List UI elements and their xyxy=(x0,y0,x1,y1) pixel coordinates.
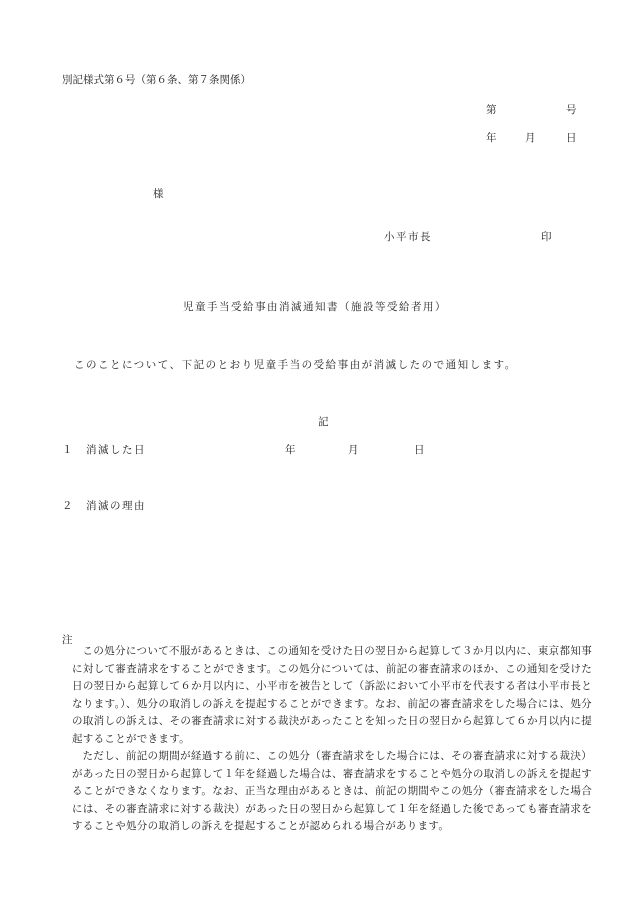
date-month: 月 xyxy=(525,132,536,144)
addressee-honorific: 様 xyxy=(153,188,164,200)
notes-body xyxy=(72,643,592,836)
ki-heading: 記 xyxy=(318,416,329,428)
document-title: 児童手当受給事由消滅通知書（施設等受給者用） xyxy=(183,301,447,313)
item1-month: 月 xyxy=(348,444,359,456)
issue-number-dai: 第 xyxy=(486,104,497,116)
date-day: 日 xyxy=(566,132,577,144)
item1-day: 日 xyxy=(414,444,425,456)
form-number: 別記様式第６号（第６条、第７条関係） xyxy=(62,74,251,86)
date-year: 年 xyxy=(486,132,497,144)
item1-number: １ xyxy=(62,444,73,456)
intro-text: このことについて、下記のとおり児童手当の受給事由が消滅したので通知します。 xyxy=(74,359,517,371)
notes-heading: 注 xyxy=(62,634,73,646)
issue-number-go: 号 xyxy=(566,104,577,116)
notes-paragraph-2: ただし、前記の期間が経過する前に、この処分（審査請求をした場合には、その審査請求に対する裁決）があった日の翌日から起算して１年を経過した場合は、審査請求をすることや処分の取消しの訴えを提起することができなくなります。なお、正当な理由があるときは、前記の期間やこの処分（審査請求をした場合には、その審査請求に対する裁決）があった日の翌日から起算して１年を経過した後であっても審査請求をすることや処分の取消しの訴えを提起することが認められる場合があります。 xyxy=(72,750,592,832)
item1-year: 年 xyxy=(285,444,296,456)
notes-paragraph-1: この処分について不服があるときは、この通知を受けた日の翌日から起算して３か月以内に、東京都知事に対して審査請求をすることができます。この処分については、前記の審査請求のほか、この通知を受けた日の翌日から起算して６か月以内に、小平市を被告として（訴訟において小平市を代表する者は小平市長となります。）、処分の取消しの訴えを提起することができます。なお、前記の審査請求をした場合には、処分の取消しの訴えは、その審査請求に対する裁決があったことを知った日の翌日から起算して６か月以内に提起することができます。 xyxy=(72,645,592,745)
item2-label: 消滅の理由 xyxy=(86,500,146,512)
item2-number: ２ xyxy=(62,500,73,512)
issuer-name: 小平市長 xyxy=(384,231,432,243)
item1-label: 消滅した日 xyxy=(86,444,146,456)
seal-mark: 印 xyxy=(541,231,552,243)
